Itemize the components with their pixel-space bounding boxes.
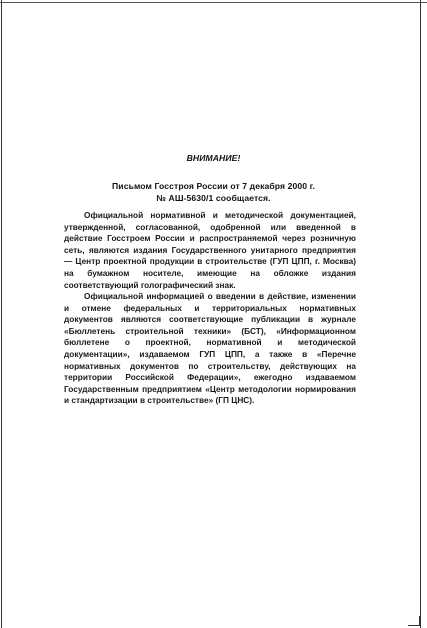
paragraph-text: Официальной нормативной и методической документацией, утвержденной, согласованной, одобренной или введенной в действие Госстроем России и распространяемой через розничную сеть, являются издания Государственного унитарного предприятия — Центр проектной продукции в строительстве (ГУП ЦПП, г. Москва) на бумажном носителе, имеющие на обложке издания соответствующий голографический знак. — [64, 210, 356, 290]
scan-corner-mark — [408, 616, 420, 626]
attention-heading: ВНИМАНИЕ! — [186, 153, 241, 163]
paragraph-text: Официальной информацией о введении в действие, изменении и отмене федеральных и территориальных нормативных документов являются соответствующие публикации в журнале «Бюллетень строительной техники» (БСТ), «Информационном бюллетене о проектной, нормативной и методической документации», издаваемом ГУП ЦПП, а также в «Перечне нормативных документов по строительству, действующих на территории Российской Федерации», ежегодно издаваемом Государственным предприятием «Центр методологии нормирования и стандартизации в строительстве» (ГП ЦНС). — [64, 291, 356, 406]
scan-border-left — [1, 0, 2, 628]
paragraph-official-information — [64, 291, 356, 407]
letter-heading-line1: Письмом Госстроя России от 7 декабря 2000 г. — [112, 181, 315, 191]
paragraph-official-documentation — [64, 210, 356, 291]
scan-border-top — [0, 2, 427, 3]
letter-heading-line2: № АШ-5630/1 сообщается. — [156, 193, 271, 203]
scan-border-right — [420, 0, 421, 628]
